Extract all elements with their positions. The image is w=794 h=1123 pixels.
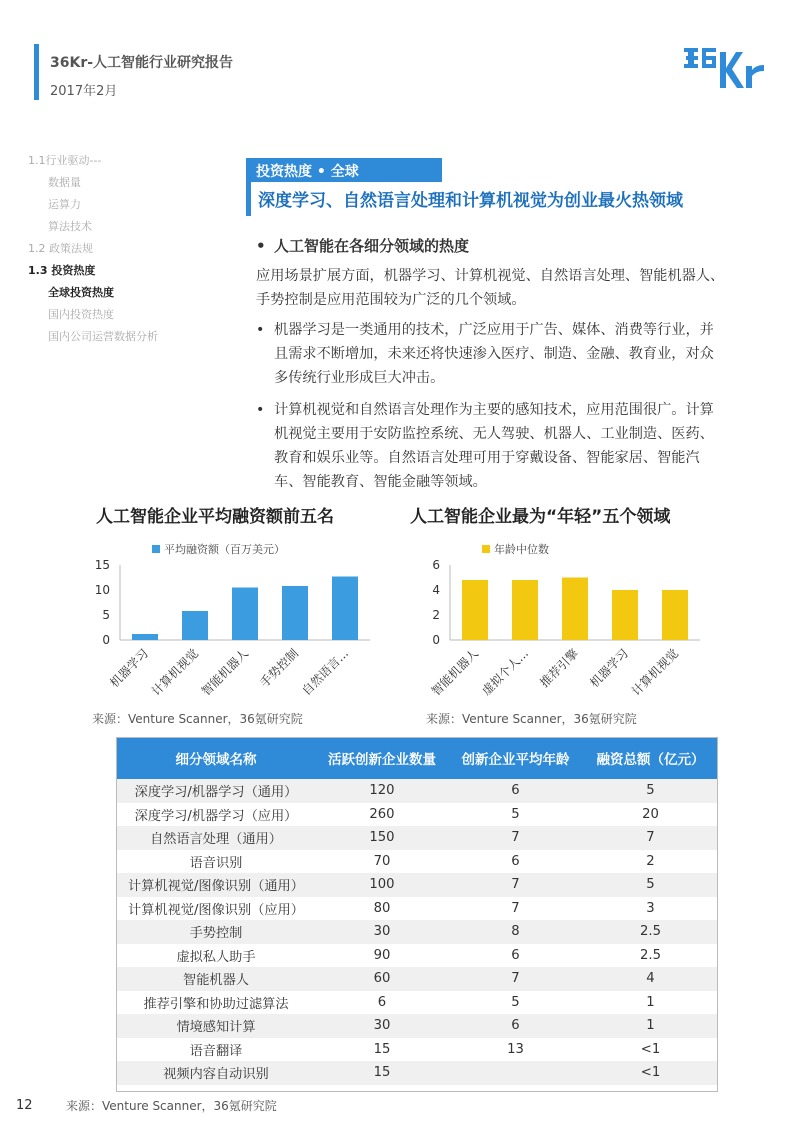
report-title: 36Kr-人工智能行业研究报告 [50,55,234,71]
legend-swatch [152,545,160,553]
x-tick-label: 机器学习 [587,646,632,691]
x-tick-label: 自然语言... [299,646,352,699]
table-cell: 30 [316,1014,448,1038]
table-header-row [116,737,718,779]
y-tick-label: 0 [102,633,110,647]
table-cell: 2.5 [583,920,718,944]
table-cell: 6 [448,779,583,803]
section-heading-accent [246,182,251,216]
legend-label: 年龄中位数 [494,543,549,556]
table-source: 来源：Venture Scanner，36氪研究院 [66,1099,277,1113]
x-tick-label: 智能机器人 [428,646,482,699]
table-cell: 2 [646,853,655,869]
header-cell: 融资总额（亿元） [583,737,718,779]
table-row [116,1038,718,1062]
table-cell: 情境感知计算 [116,1014,316,1038]
table-cell: 13 [507,1041,524,1057]
report-date: 2017年2月 [50,84,118,99]
table-cell: 7 [448,873,583,897]
x-tick-label: 推荐引擎 [537,646,582,691]
table-row [116,944,718,968]
toc-item[interactable]: 国内公司运营数据分析 [48,330,158,343]
table-cell: 7 [511,900,520,916]
chart-source-funding: 来源：Venture Scanner，36氪研究院 [92,712,303,726]
table-of-contents [28,150,158,348]
table-cell: 120 [316,779,448,803]
table-cell: 15 [373,1041,391,1057]
bar [332,577,358,641]
bullet-dot: • [256,402,265,418]
intro-paragraph: 应用场景扩展方面，机器学习、计算机视觉、自然语言处理、智能机器人、手势控制是应用范围较为广泛的几个领域。 [256,268,725,308]
x-tick-label: 计算机视觉 [628,646,682,699]
bullet-dot: • [256,237,266,255]
bullet-text: 计算机视觉和自然语言处理作为主要的感知技术，应用范围很广。计算机视觉主要用于安防监控系统、无人驾驶、机器人、工业制造、医药、教育和娱乐业等。自然语言处理可用于穿戴设备、智能家居、智能汽车、智能教育、智能金融等领域。 [274,402,714,490]
bullet-item [256,398,726,494]
y-tick-label: 5 [102,608,110,622]
x-tick-label: 手势控制 [257,646,302,691]
table-cell: 5 [583,873,718,897]
segment-table [116,737,718,1085]
page-number: 12 [16,1098,33,1113]
table-cell: 手势控制 [116,920,316,944]
bullet-dot: • [256,322,265,338]
table-cell: 15 [316,1061,448,1085]
table-cell: <1 [640,1041,661,1057]
table-cell: 计算机视觉/图像识别（通用） [116,873,316,897]
toc-item[interactable]: 数据量 [48,176,81,189]
table-row [116,897,718,921]
age-bar-chart [410,535,710,710]
bullet-text: 机器学习是一类通用的技术，广泛应用于广告、媒体、消费等行业，并且需求不断增加，未来还将快速渗入医疗、制造、金融、教育业，对众多传统行业形成巨大冲击。 [274,322,714,386]
table-cell: 80 [373,900,391,916]
table-cell: 7 [448,967,583,991]
table-cell: 计算机视觉/图像识别（应用） [128,902,304,918]
table-cell: 视频内容自动识别 [116,1061,316,1085]
toc-item[interactable]: 全球投资热度 [48,286,114,299]
table-cell: 6 [511,853,520,869]
table-row [116,1061,718,1085]
table-cell: 90 [373,947,391,963]
table-cell: 语音翻译 [189,1043,243,1059]
x-tick-label: 机器学习 [107,646,152,691]
table-cell: 智能机器人 [116,967,316,991]
section-tag: 投资热度 • 全球 [246,158,442,182]
header-accent-bar [34,44,39,100]
y-tick-label: 6 [432,558,440,572]
table-cell: 5 [583,779,718,803]
x-tick-label: 智能机器人 [198,646,252,699]
toc-item[interactable]: 1.3 投资热度 [28,264,96,277]
y-tick-label: 0 [432,633,440,647]
bullet-item [256,318,726,390]
legend-swatch [482,545,490,553]
bar [662,590,688,640]
bar [232,588,258,641]
chart-title-funding: 人工智能企业平均融资额前五名 [96,507,334,527]
table-cell: 1 [583,1014,718,1038]
table-cell: 6 [377,994,387,1010]
table-cell: 7 [583,826,718,850]
table-row [116,920,718,944]
toc-item[interactable]: 算法技术 [48,220,92,233]
bar [182,611,208,640]
table-cell: 70 [373,853,391,869]
bar [462,580,488,640]
table-cell: 深度学习/机器学习（应用） [134,808,298,824]
table-row [116,826,718,850]
table-cell: 20 [642,806,659,822]
chart-source-age: 来源：Venture Scanner，36氪研究院 [426,712,637,726]
funding-bar-chart [80,535,380,710]
toc-item[interactable]: 1.1行业驱动--- [28,154,102,167]
table-cell: 30 [316,920,448,944]
table-cell: 深度学习/机器学习（通用） [116,779,316,803]
table-cell: 100 [316,873,448,897]
table-cell: 语音识别 [189,855,243,871]
table-row [116,803,718,827]
bar [282,586,308,640]
table-cell: 7 [448,826,583,850]
bar [612,590,638,640]
table-row [116,967,718,991]
table-cell: 2.5 [640,947,661,963]
table-cell: 3 [646,900,655,916]
toc-item[interactable]: 运算力 [48,198,81,211]
section-heading: 深度学习、自然语言处理和计算机视觉为创业最火热领域 [258,191,683,211]
chart-title-age: 人工智能企业最为“年轻”五个领域 [410,507,671,527]
bar [562,578,588,641]
table-cell: 推荐引擎和协助过滤算法 [143,996,289,1012]
x-tick-label: 虚拟个人... [479,646,532,699]
table-cell: 虚拟私人助手 [176,949,256,965]
table-cell: 4 [583,967,718,991]
table-row [116,991,718,1015]
bar [512,580,538,640]
table-cell: 8 [448,920,583,944]
table-cell: 60 [316,967,448,991]
toc-item[interactable]: 1.2 政策法规 [28,242,93,255]
body-text [256,234,726,502]
table-cell [448,1061,583,1085]
x-tick-label: 计算机视觉 [148,646,202,699]
36kr-logo [682,42,766,94]
table-cell: <1 [583,1061,718,1085]
table-row [116,1014,718,1038]
y-tick-label: 2 [432,608,440,622]
header-cell: 创新企业平均年龄 [448,737,583,779]
table-row [116,850,718,874]
table-row [116,779,718,803]
table-cell: 5 [511,806,520,822]
bar [132,634,158,640]
table-cell: 150 [316,826,448,850]
table-row [116,873,718,897]
table-cell: 6 [448,1014,583,1038]
table-cell: 1 [646,994,655,1010]
y-tick-label: 10 [94,583,110,597]
y-tick-label: 15 [94,558,110,572]
y-tick-label: 4 [432,583,440,597]
table-cell: 260 [369,806,395,822]
table-cell: 6 [511,947,520,963]
header-cell: 细分领域名称 [116,737,316,779]
legend-label: 平均融资额（百万美元） [164,543,285,556]
toc-item[interactable]: 国内投资热度 [48,308,114,321]
table-cell: 自然语言处理（通用） [116,826,316,850]
header-cell: 活跃创新企业数量 [316,737,448,779]
bullet-heading-text: 人工智能在各细分领域的热度 [274,237,470,255]
bullet-heading [256,234,726,258]
table-cell: 5 [511,994,520,1010]
